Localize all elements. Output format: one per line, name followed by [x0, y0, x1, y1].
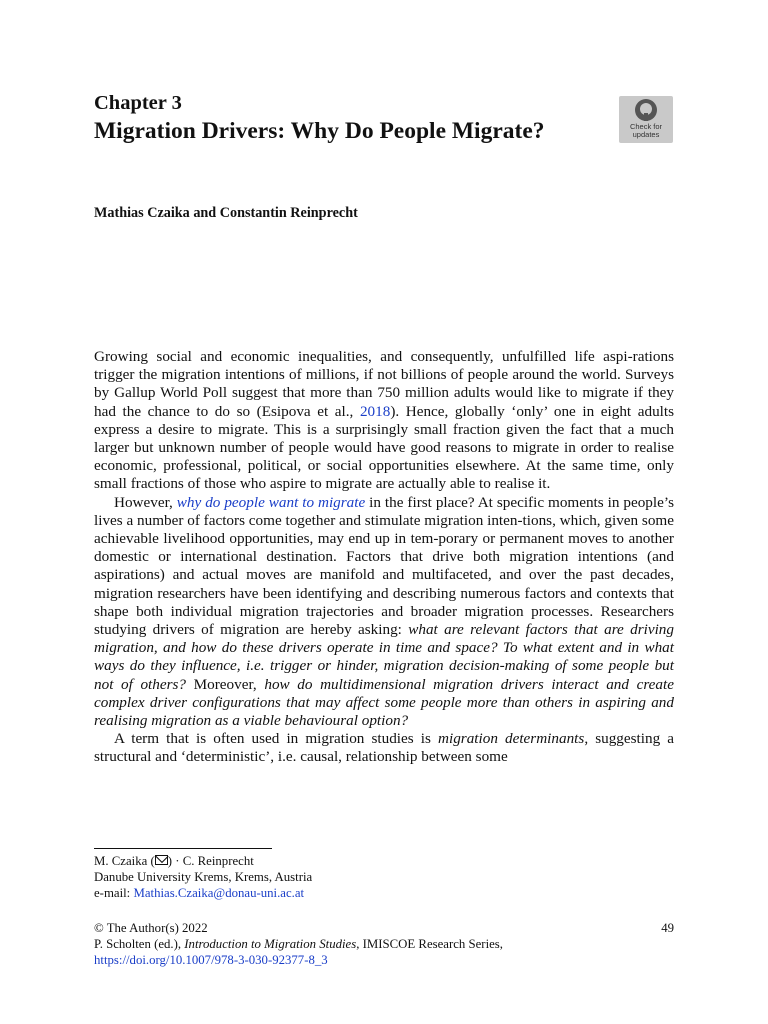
glossary-link-why-migrate[interactable]: why do people want to migrate — [176, 493, 366, 511]
citation-link-2018[interactable]: 2018 — [359, 402, 391, 420]
check-for-updates-badge[interactable] — [619, 96, 673, 143]
paragraph-3: A term that is often used in migration studies is migration determinants, suggesting a structural and ‘deterministic’, i.e. causal, relationship between some — [94, 730, 675, 766]
crossmark-icon — [635, 99, 657, 121]
affiliation: Danube University Krems, Krems, Austria — [94, 870, 313, 884]
copyright-line: © The Author(s) 2022 — [94, 921, 208, 935]
email-link[interactable]: Mathias.Czaika@donau-uni.ac.at — [133, 886, 305, 900]
doi-link[interactable]: https://doi.org/10.1007/978-3-030-92377-8_3 — [94, 953, 328, 967]
authors: Mathias Czaika and Constantin Reinprecht — [94, 205, 358, 221]
copyright-block: © The Author(s) 2022 49 P. Scholten (ed.), Introduction to Migration Studies, IMISCOE Research Series, https://doi.org/10.1007/978-3-030-92377-8_3 — [94, 921, 674, 967]
footnote-divider — [94, 848, 272, 849]
envelope-icon — [155, 855, 168, 865]
paragraph-1: Growing social and economic inequalities, and consequently, unfulfilled life aspi-rations trigger the migration intentions of millions, if not billions of people around the world. Surveys by Gallup World Poll suggest that more than 750 million adults would like to migrate if they had the chance to do so (Esipova et al., 2018). Hence, globally ‘only’ one in eight adults express a desire to migrate. This is a surprisingly small fraction given the fact that a much larger but unknown number of people would have good reasons to migrate in order to realise economic, professional, political, or social opportunities elsewhere. At the same time, only small fractions of those who aspire to migrate are actually able to realise it. — [94, 348, 675, 493]
badge-text-line1: Check for — [629, 122, 663, 131]
badge-text-line2: updates — [632, 130, 660, 139]
author-footnote: M. Czaika ( ) · C. Reinprecht Danube University Krems, Krems, Austria e-mail: Mathias.Czaika@donau-uni.ac.at — [94, 854, 313, 900]
chapter-title: Migration Drivers: Why Do People Migrate? — [94, 118, 545, 144]
body-text — [94, 348, 674, 767]
page-number: 49 — [661, 921, 674, 935]
paragraph-2: However, why do people want to migrate in the first place? At specific moments in people’s lives a number of factors come together and stimulate migration inten-tions, which, given some achievable livelihood opportunities, may end up in tem-porary or permanent moves to another domestic or international destination. Factors that drive both migration intentions (and aspirations) and actual moves are manifold and multifaceted, and over the past decades, migration researchers have been identifying and describing numerous factors and contexts that shape both individual migration trajectories and broader migration processes. Researchers studying drivers of migration are hereby asking: what are relevant factors that are driving migration, and how do these drivers operate in time and space? To what extent and in what ways do they influence, i.e. trigger or hinder, migration decision-making of some people but not of others? Moreover, how do multidimensional migration drivers interact and create complex driver configurations that may affect some people more than others in aspiring and realising migration as a viable behavioural option? — [94, 493, 674, 730]
chapter-label: Chapter 3 — [94, 92, 182, 114]
